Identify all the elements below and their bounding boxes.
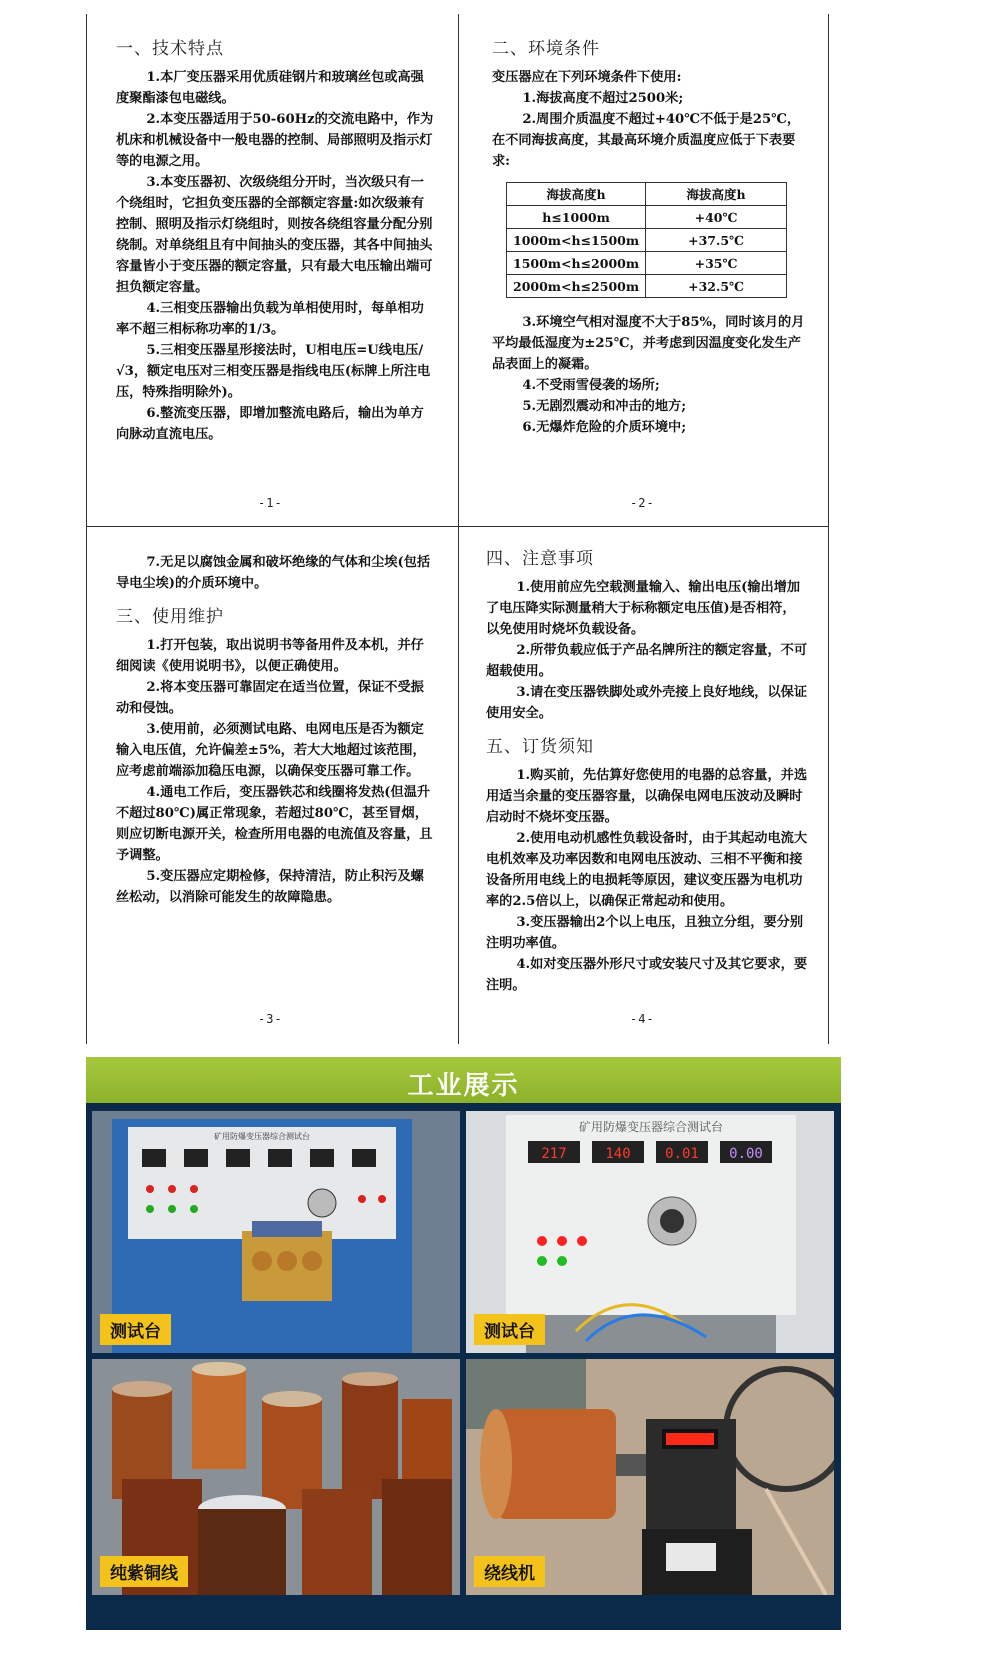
svg-text:0.00: 0.00 [729, 1146, 763, 1162]
paragraph: 5.无剧烈震动和冲击的地方; [522, 399, 687, 414]
manual-page-3 [116, 552, 434, 908]
table-cell: +40℃ [646, 206, 787, 229]
paragraph: 3.本变压器初、次级绕组分开时，当次级只有一个绕组时，它担负变压器的全部额定容量:如次级兼有控制、照明及指示灯绕组时，则按各绕组容量分配分别绕制。对单绕组且有中间抽头的变压器，其各中间抽头容量皆小于变压器的额定容量，只有最大电压输出端可担负额定容量。 [116, 175, 433, 295]
paragraph: 3.使用前，必须测试电路、电网电压是否为额定输入电压值，允许偏差±5%，若大大地超过该范围，应考虑前端添加稳压电源，以确保变压器可靠工作。 [116, 722, 426, 779]
paragraph: 3.变压器输出2个以上电压，且独立分组，要分别注明功率值。 [486, 915, 804, 951]
divider-center [458, 14, 459, 1044]
paragraph: 3.环境空气相对湿度不大于85%，同时该月的月平均最低湿度为±25℃，并考虑到因温度变化发生产品表面上的凝霜。 [492, 315, 805, 372]
paragraph: 1.打开包装，取出说明书等备用件及本机，并仔细阅读《使用说明书》，以便正确使用。 [116, 638, 424, 674]
paragraph: 3.请在变压器铁脚处或外壳接上良好地线，以保证使用安全。 [486, 685, 808, 721]
showcase-title: 工业展示 [407, 1071, 520, 1101]
divider-right [828, 14, 829, 1044]
paragraph: 2.将本变压器可靠固定在适当位置，保证不受振动和侵蚀。 [116, 680, 424, 716]
table-row [507, 229, 787, 252]
table-row [507, 275, 787, 298]
paragraph: 2.使用电动机感性负载设备时，由于其起动电流大电机效率及功率因数和电网电压波动、三相不平衡和接设备所用电线上的电损耗等原因，建议变压器为电机功率的2.5倍以上，以确保正常起动和使用。 [486, 831, 808, 909]
table-cell: +32.5℃ [646, 275, 787, 298]
paragraph: 4.通电工作后，变压器铁芯和线圈将发热(但温升不超过80℃)属正常现象，若超过80℃，甚至冒烟，则应切断电源开关，检查所用电器的电流值及容量，且予调整。 [116, 785, 433, 863]
paragraph: 2.本变压器适用于50-60Hz的交流电路中，作为机床和机械设备中一般电器的控制、局部照明及指示灯等的电源之用。 [116, 112, 434, 169]
paragraph: 6.无爆炸危险的介质环境中; [522, 420, 687, 435]
svg-text:217: 217 [541, 1146, 567, 1162]
page-number-2: -2- [630, 496, 655, 510]
table-cell: +37.5℃ [646, 229, 787, 252]
table-row [507, 252, 787, 275]
industrial-showcase [86, 1057, 841, 1630]
photo-test-bench-2 [466, 1111, 834, 1353]
table-cell: 1000m<h≤1500m [507, 229, 646, 252]
divider-middle [86, 526, 828, 527]
paragraph: 1.本厂变压器采用优质硅钢片和玻璃丝包或高强度聚酯漆包电磁线。 [116, 70, 424, 106]
paragraph-continued: 7.无足以腐蚀金属和破坏绝缘的气体和尘埃(包括导电尘埃)的介质环境中。 [116, 555, 431, 591]
table-cell: 1500m<h≤2000m [507, 252, 646, 275]
paragraph: 4.不受雨雪侵袭的场所; [522, 378, 660, 393]
svg-text:矿用防爆变压器综合测试台: 矿用防爆变压器综合测试台 [578, 1120, 724, 1134]
manual-page-2 [492, 34, 810, 438]
table-cell: +35℃ [646, 252, 787, 275]
svg-text:140: 140 [605, 1146, 631, 1162]
photo-test-bench-1 [92, 1111, 460, 1353]
section-title-environment: 二、环境条件 [492, 39, 600, 59]
table-header-row [507, 183, 787, 206]
photo-copper-wire [92, 1359, 460, 1595]
paragraph: 1.海拔高度不超过2500米; [522, 91, 684, 106]
section-title-precautions: 四、注意事项 [486, 549, 594, 569]
table-header: 海拔高度h [646, 183, 787, 206]
paragraph: 2.所带负载应低于产品名牌所注的额定容量，不可超载使用。 [486, 643, 808, 679]
table-header: 海拔高度h [507, 183, 646, 206]
divider-left [86, 14, 87, 1044]
manual-page-1 [116, 34, 434, 445]
paragraph: 1.购买前，先估算好您使用的电器的总容量，并选用适当余量的变压器容量，以确保电网电压波动及瞬时启动时不烧坏变压器。 [486, 768, 808, 825]
photo-winding-machine [466, 1359, 834, 1595]
section-title-maintenance: 三、使用维护 [116, 607, 224, 627]
photo-label: 纯紫铜线 [100, 1556, 188, 1587]
photo-label: 测试台 [100, 1314, 171, 1345]
photo-label: 测试台 [474, 1314, 545, 1345]
section-title-ordering: 五、订货须知 [486, 737, 594, 757]
paragraph: 5.三相变压器星形接法时，U相电压=U线电压/√3，额定电压对三相变压器是指线电压(标牌上所注电压，特殊指明除外)。 [116, 343, 431, 400]
table-cell: h≤1000m [507, 206, 646, 229]
svg-text:矿用防爆变压器综合测试台: 矿用防爆变压器综合测试台 [214, 1132, 310, 1141]
paragraph: 5.变压器应定期检修，保持清洁，防止积污及螺丝松动，以消除可能发生的故障隐患。 [116, 869, 424, 905]
page-number-1: -1- [258, 496, 283, 510]
paragraph-intro: 变压器应在下列环境条件下使用: [492, 70, 682, 85]
section-title-technical: 一、技术特点 [116, 39, 224, 59]
paragraph: 4.如对变压器外形尺寸或安装尺寸及其它要求，要注明。 [486, 957, 808, 993]
manual-page-4 [486, 544, 808, 996]
paragraph: 1.使用前应先空载测量输入、输出电压(输出增加了电压降实际测量稍大于标称额定电压值)是否相符，以免使用时烧坏负载设备。 [486, 580, 801, 637]
table-row [507, 206, 787, 229]
altitude-temperature-table [506, 182, 787, 298]
page-number-4: -4- [630, 1012, 655, 1026]
svg-text:0.01: 0.01 [665, 1146, 699, 1162]
table-cell: 2000m<h≤2500m [507, 275, 646, 298]
paragraph: 6.整流变压器，即增加整流电路后，输出为单方向脉动直流电压。 [116, 406, 424, 442]
paragraph: 4.三相变压器输出负载为单相使用时，每单相功率不超三相标称功率的1/3。 [116, 301, 424, 337]
paragraph: 2.周围介质温度不超过+40℃不低于是25℃，在不同海拔高度，其最高环境介质温度应低于下表要求: [492, 112, 801, 169]
showcase-banner [86, 1057, 841, 1103]
photo-label: 绕线机 [474, 1556, 545, 1587]
page-number-3: -3- [258, 1012, 283, 1026]
